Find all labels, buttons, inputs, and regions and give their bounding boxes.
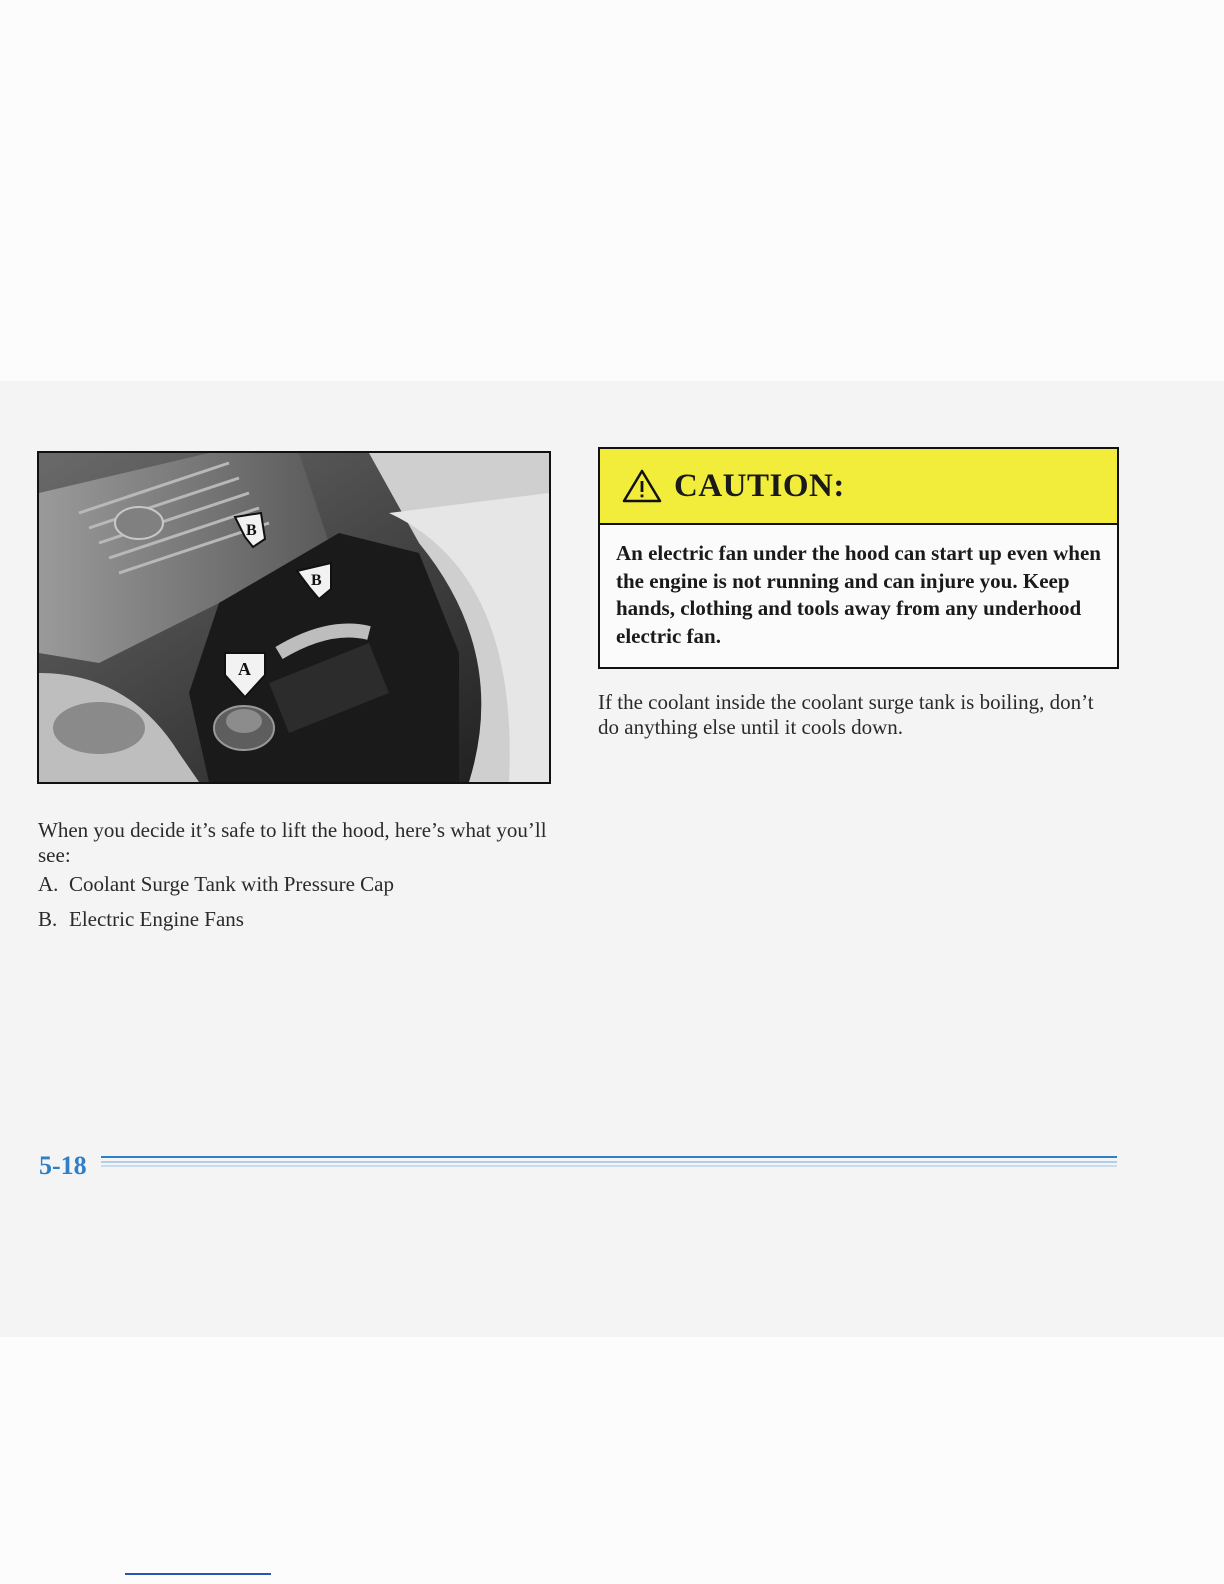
list-item-marker: A. — [38, 872, 59, 896]
callout-b-upper-label: B — [246, 522, 257, 539]
engine-compartment-photo — [37, 451, 551, 784]
page-number: 5-18 — [39, 1151, 87, 1180]
caution-title: CAUTION: — [674, 467, 845, 504]
list-item-marker: B. — [38, 907, 58, 931]
bottom-link-underline — [125, 1573, 271, 1575]
callout-a-label: A — [238, 659, 251, 679]
warning-triangle-icon — [622, 468, 662, 504]
list-item — [38, 872, 394, 897]
caution-text: An electric fan under the hood can start up even when the engine is not running and can injure you. Keep hands, clothing and tools away from any underhood electric fan. — [616, 541, 1101, 648]
list-item — [38, 907, 244, 932]
footer-rule — [101, 1155, 1117, 1169]
list-item-text: Electric Engine Fans — [69, 907, 244, 931]
list-item-text: Coolant Surge Tank with Pressure Cap — [69, 872, 394, 896]
callout-b-lower-label: B — [311, 572, 322, 589]
figure-caption: When you decide it’s safe to lift the hood, here’s what you’ll see: — [38, 818, 547, 867]
caution-header — [600, 449, 1117, 525]
boiling-coolant-paragraph: If the coolant inside the coolant surge tank is boiling, don’t do anything else until it cools down. — [598, 690, 1094, 739]
caution-box — [598, 447, 1119, 669]
